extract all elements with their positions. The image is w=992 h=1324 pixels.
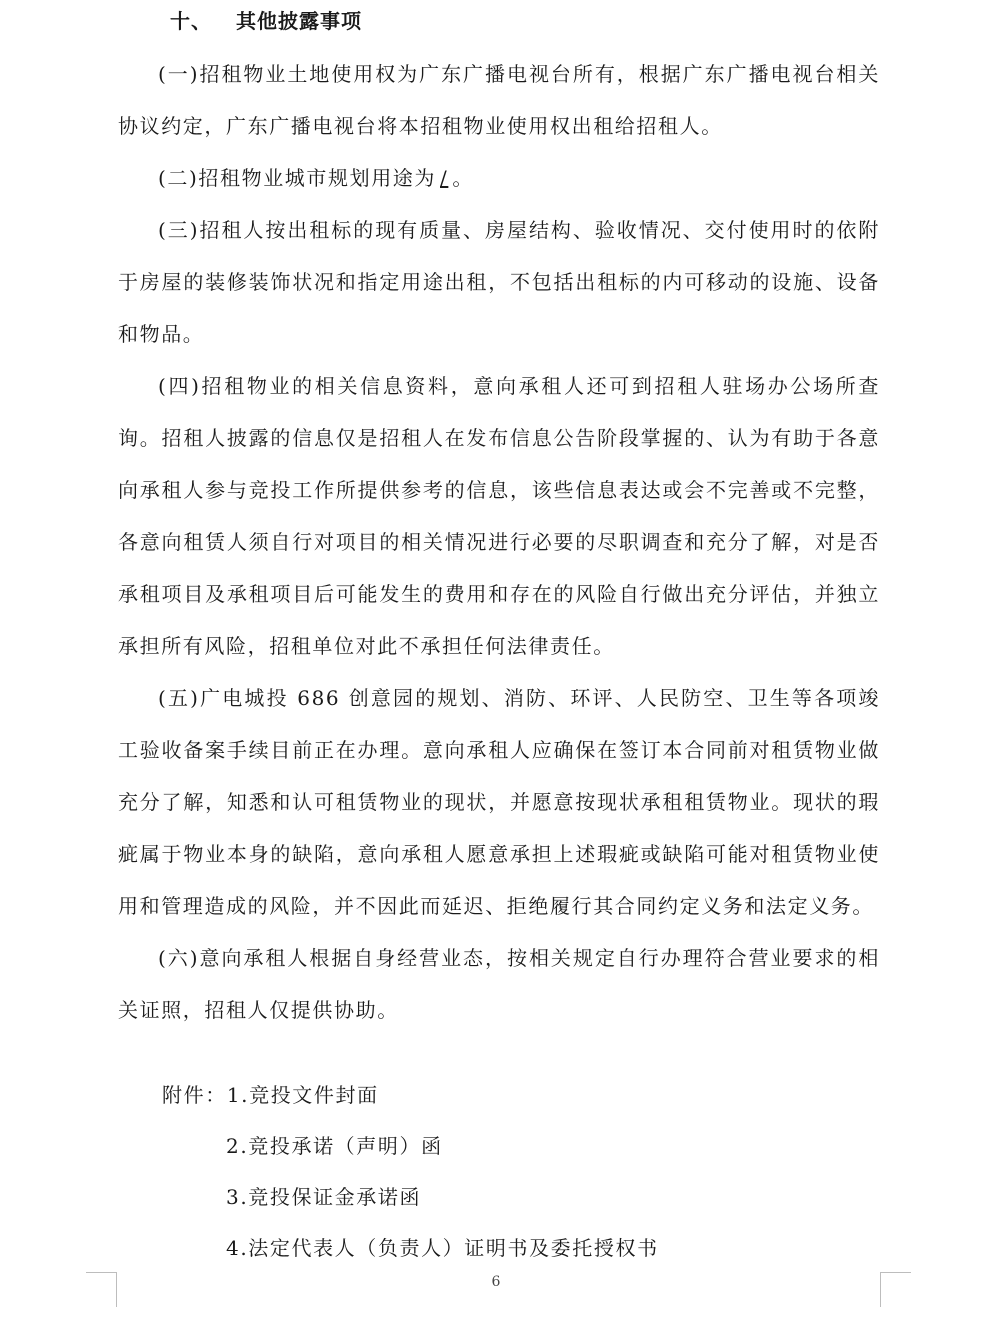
attachments-label: 附件：	[162, 1083, 227, 1107]
paragraph-2-prefix: (二)招租物业城市规划用途为	[158, 166, 437, 190]
paragraph-2-blank: /	[440, 166, 449, 190]
paragraph-6: (六)意向承租人根据自身经营业态，按相关规定自行办理符合营业要求的相关证照，招租人仅提供协助。	[118, 946, 880, 1022]
paragraph-2	[118, 152, 880, 204]
attachment-item: 3.竞投保证金承诺函	[226, 1185, 422, 1209]
section-number: 十、	[170, 9, 212, 33]
paragraph-5: (五)广电城投 686 创意园的规划、消防、环评、人民防空、卫生等各项竣工验收备案手续目前正在办理。意向承租人应确保在签订本合同前对租赁物业做充分了解，知悉和认可租赁物业的现状，并愿意按现状承租租赁物业。现状的瑕疵属于物业本身的缺陷，意向承租人愿意承担上述瑕疵或缺陷可能对租赁物业使用和管理造成的风险，并不因此而延迟、拒绝履行其合同约定义务和法定义务。	[118, 686, 880, 918]
attachment-item-text: 1.竞投文件封面	[226, 1083, 379, 1107]
paragraph-1: (一)招租物业土地使用权为广东广播电视台所有，根据广东广播电视台相关协议约定，广东广播电视台将本招租物业使用权出租给招租人。	[118, 62, 880, 138]
section-heading	[170, 6, 362, 36]
paragraph-2-suffix: 。	[452, 166, 474, 190]
paragraph-3: (三)招租人按出租标的现有质量、房屋结构、验收情况、交付使用时的依附于房屋的装修装饰状况和指定用途出租，不包括出租标的内可移动的设施、设备和物品。	[118, 218, 880, 346]
body-text	[118, 48, 880, 1036]
section-title: 其他披露事项	[236, 9, 362, 33]
attachments-list	[162, 1070, 659, 1274]
paragraph-4: (四)招租物业的相关信息资料，意向承租人还可到招租人驻场办公场所查询。招租人披露的信息仅是招租人在发布信息公告阶段掌握的、认为有助于各意向承租人参与竞投工作所提供参考的信息，该些信息表达或会不完善或不完整，各意向租赁人须自行对项目的相关情况进行必要的尽职调查和充分了解，对是否承租项目及承租项目后可能发生的费用和存在的风险自行做出充分评估，并独立承担所有风险，招租单位对此不承担任何法律责任。	[118, 374, 880, 658]
page-number: 6	[491, 1274, 501, 1290]
attachment-item: 4.法定代表人（负责人）证明书及委托授权书	[226, 1236, 659, 1260]
attachment-item: 2.竞投承诺（声明）函	[226, 1134, 443, 1158]
attachment-item	[162, 1070, 659, 1121]
